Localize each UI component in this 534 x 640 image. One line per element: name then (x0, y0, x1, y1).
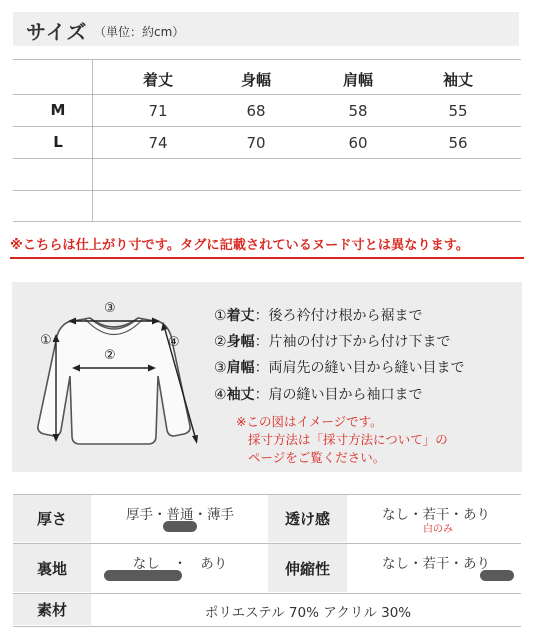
table-rule (13, 94, 521, 95)
marker-sleeve: ④ (168, 335, 180, 350)
title-bar (13, 12, 519, 46)
material-value: ポリエステル 70% アクリル 30% (204, 605, 412, 621)
section-title: サイズ (26, 20, 88, 44)
table-rule (13, 59, 521, 60)
note-underline (10, 257, 524, 259)
table-rule (13, 158, 521, 159)
row-label: M (50, 101, 66, 119)
column-header: 着丈 (142, 71, 173, 89)
label-lining: 裏地 (13, 544, 91, 592)
label-transparency: 透け感 (268, 495, 347, 542)
column-header: 肩幅 (342, 71, 373, 89)
definition-length: ①着丈：後ろ衿付け根から裾まで (214, 308, 423, 324)
caution-line: ※この図はイメージです。 (236, 414, 383, 429)
label-material: 素材 (13, 594, 91, 625)
table-cell: 56 (448, 134, 468, 152)
table-cell: 58 (348, 102, 368, 120)
marker-body: ② (104, 348, 116, 363)
options-thickness: 厚手・普通・薄手 (126, 507, 234, 523)
grid-line (13, 626, 521, 627)
table-cell: 70 (246, 134, 266, 152)
label-thickness: 厚さ (13, 495, 91, 542)
definition-sleeve: ④袖丈：肩の縫い目から袖口まで (214, 387, 423, 403)
table-cell: 55 (448, 102, 468, 120)
table-cell: 68 (246, 102, 266, 120)
options-transparency: なし・若干・あり (382, 507, 490, 523)
table-cell: 74 (148, 134, 168, 152)
options-lining: なし ・ あり (132, 556, 228, 572)
options-stretch: なし・若干・あり (382, 556, 490, 572)
table-rule (13, 190, 521, 191)
unit-label: （単位：約cm） (94, 25, 185, 39)
finish-size-note: ※こちらは仕上がり寸です。タグに記載されているヌード寸とは異なります。 (10, 238, 470, 253)
caution-line: ページをご覧ください。 (248, 450, 386, 465)
shirt-diagram-icon (28, 296, 200, 466)
transparency-note: 白のみ (423, 524, 453, 535)
definition-shoulder: ③肩幅：両肩先の縫い目から縫い目まで (214, 360, 465, 376)
marker-length: ① (40, 333, 52, 348)
column-header: 袖丈 (442, 71, 473, 89)
table-cell: 60 (348, 134, 368, 152)
table-divider (92, 59, 93, 221)
row-label: L (53, 133, 63, 151)
label-stretch: 伸縮性 (268, 544, 347, 592)
column-header: 身幅 (240, 71, 271, 89)
table-rule (13, 221, 521, 222)
table-rule (13, 126, 521, 127)
table-cell: 71 (148, 102, 168, 120)
caution-line: 採寸方法は「採寸方法について」の (248, 432, 448, 447)
marker-shoulder: ③ (104, 301, 116, 316)
definition-body: ②身幅：片袖の付け下から付け下まで (214, 334, 451, 350)
